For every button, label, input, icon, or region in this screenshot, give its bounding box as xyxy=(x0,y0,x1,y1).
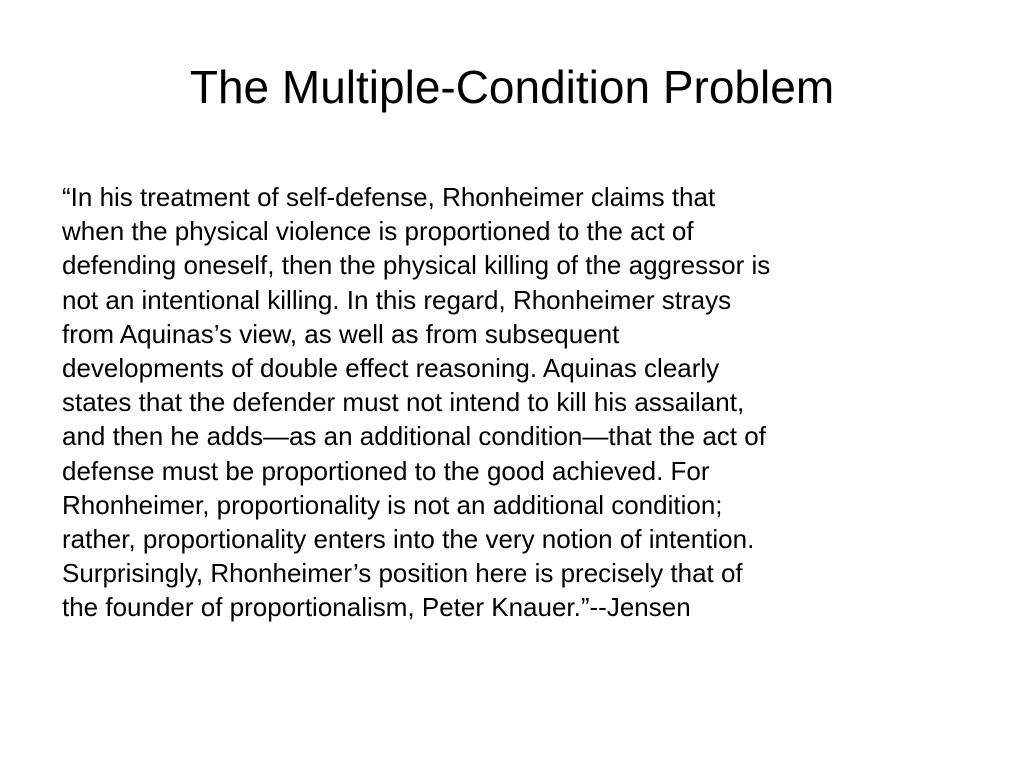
quote-line: when the physical violence is proportioned to the act of xyxy=(62,216,694,247)
quote-line: rather, proportionality enters into the very notion of intention. xyxy=(62,524,755,555)
quote-line: “In his treatment of self-defense, Rhonheimer claims that xyxy=(62,182,716,212)
quote-line: and then he adds—as an additional condition—that the act of xyxy=(62,421,766,452)
quote-body xyxy=(62,180,972,625)
quote-line: the founder of proportionalism, Peter Knauer.”--Jensen xyxy=(62,592,691,623)
quote-line: Rhonheimer, proportionality is not an additional condition; xyxy=(62,489,723,520)
quote-line: defending oneself, then the physical killing of the aggressor is xyxy=(62,250,771,281)
quote-line: states that the defender must not intend to kill his assailant, xyxy=(62,387,745,418)
quote-line: Surprisingly, Rhonheimer’s position here is precisely that of xyxy=(62,558,743,589)
slide-title: The Multiple-Condition Problem xyxy=(189,61,835,113)
quote-line: defense must be proportioned to the good achieved. For xyxy=(62,455,710,486)
quote-line: from Aquinas’s view, as well as from subsequent xyxy=(62,318,620,349)
quote-line: not an intentional killing. In this regard, Rhonheimer strays xyxy=(62,284,732,315)
quote-line: developments of double effect reasoning. Aquinas clearly xyxy=(62,353,720,384)
